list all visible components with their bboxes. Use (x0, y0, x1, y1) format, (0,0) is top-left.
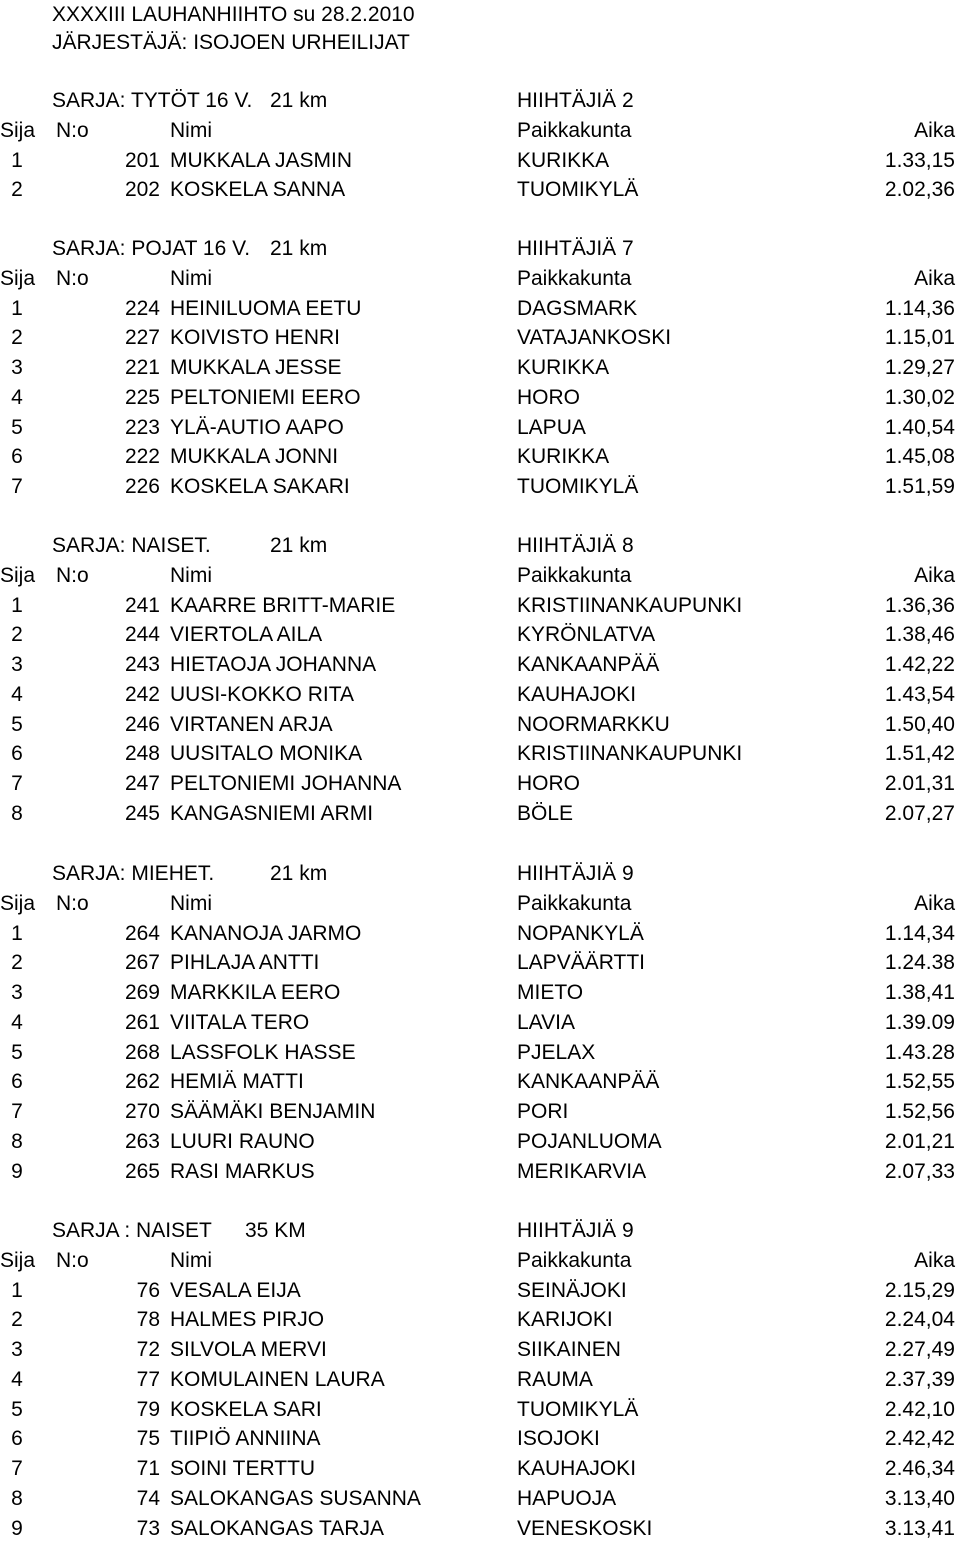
hometown: TUOMIKYLÄ (517, 1397, 639, 1421)
hometown: LAPVÄÄRTTI (517, 951, 645, 975)
result-row (0, 383, 960, 413)
skier-name: KOSKELA SARI (170, 1397, 322, 1421)
skier-name: KAARRE BRITT-MARIE (170, 593, 396, 617)
finish-time: 1.51,42 (884, 742, 955, 766)
placing: 7 (11, 1457, 23, 1480)
hometown: SIIKAINEN (517, 1338, 621, 1361)
hometown: KANKAANPÄÄ (517, 1070, 660, 1094)
finish-time: 2.37,39 (884, 1367, 955, 1391)
finish-time: 1.38,41 (884, 981, 955, 1004)
finish-time: 1.51,59 (884, 475, 955, 498)
col-header-sija: Sija (0, 118, 36, 142)
finish-time: 1.43,54 (884, 682, 955, 706)
finish-time: 2.02,36 (884, 178, 955, 202)
bib-number: 222 (124, 445, 160, 469)
col-header-paikkakunta: Paikkakunta (517, 891, 632, 915)
bib-number: 77 (136, 1367, 160, 1391)
col-header-paikkakunta: Paikkakunta (517, 563, 632, 587)
skier-name: MARKKILA EERO (170, 981, 341, 1004)
skier-count: HIIHTÄJIÄ 2 (517, 89, 634, 112)
finish-time: 3.13,40 (884, 1486, 955, 1510)
col-header-sija: Sija (0, 891, 36, 915)
col-header-nimi: Nimi (170, 891, 212, 915)
result-row (0, 413, 960, 443)
skier-name: VIRTANEN ARJA (170, 712, 333, 736)
finish-time: 1.36,36 (884, 593, 955, 617)
result-row (0, 1127, 960, 1157)
col-header-sija: Sija (0, 266, 36, 290)
placing: 8 (11, 1486, 23, 1510)
result-row (0, 1008, 960, 1038)
finish-time: 2.42,42 (884, 1427, 955, 1451)
result-row (0, 1038, 960, 1068)
finish-time: 2.07,33 (884, 1159, 955, 1183)
finish-time: 2.01,21 (884, 1129, 955, 1153)
bib-number: 243 (124, 653, 160, 676)
bib-number: 241 (124, 593, 160, 617)
series-name: SARJA: POJAT 16 V. (52, 237, 251, 260)
finish-time: 1.45,08 (884, 445, 955, 469)
result-row (0, 175, 960, 205)
hometown: LAVIA (517, 1010, 575, 1034)
finish-time: 1.15,01 (884, 326, 955, 350)
skier-name: MUKKALA JESSE (170, 356, 342, 379)
placing: 7 (11, 475, 23, 498)
col-header-no: N:o (56, 891, 89, 915)
col-header-no: N:o (56, 563, 89, 587)
bib-number: 226 (124, 475, 160, 498)
result-row (0, 1484, 960, 1514)
hometown: HORO (517, 772, 580, 795)
col-header-no: N:o (56, 118, 89, 142)
hometown: KRISTIINANKAUPUNKI (517, 593, 743, 617)
skier-count: HIIHTÄJIÄ 7 (517, 237, 634, 260)
skier-name: UUSI-KOKKO RITA (170, 682, 354, 706)
finish-time: 1.52,55 (884, 1070, 955, 1094)
series-name: SARJA: TYTÖT 16 V. (52, 89, 253, 112)
hometown: POJANLUOMA (517, 1129, 662, 1153)
col-header-aika: Aika (914, 266, 955, 290)
bib-number: 245 (124, 801, 160, 825)
series-distance: 21 km (270, 862, 328, 885)
finish-time: 3.13,41 (884, 1516, 955, 1540)
skier-name: SÄÄMÄKI BENJAMIN (170, 1100, 376, 1123)
finish-time: 2.15,29 (884, 1278, 955, 1302)
result-row (0, 1157, 960, 1187)
result-row (0, 442, 960, 472)
skier-name: PELTONIEMI EERO (170, 385, 361, 409)
placing: 6 (11, 445, 23, 469)
hometown: KANKAANPÄÄ (517, 653, 660, 676)
placing: 6 (11, 742, 23, 766)
bib-number: 244 (124, 623, 160, 647)
bib-number: 268 (124, 1040, 160, 1064)
placing: 5 (11, 1040, 23, 1064)
skier-name: HEINILUOMA EETU (170, 296, 362, 320)
section-header (0, 1216, 960, 1246)
skier-name: VIERTOLA AILA (170, 623, 323, 647)
event-title: XXXXIII LAUHANHIIHTO su 28.2.2010 (52, 3, 415, 26)
bib-number: 72 (136, 1338, 160, 1361)
placing: 7 (11, 772, 23, 795)
placing: 4 (11, 682, 23, 706)
bib-number: 221 (124, 356, 160, 379)
skier-name: SILVOLA MERVI (170, 1338, 327, 1361)
skier-name: HALMES PIRJO (170, 1308, 325, 1332)
result-row (0, 620, 960, 650)
skier-count: HIIHTÄJIÄ 8 (517, 534, 634, 557)
hometown: PJELAX (517, 1040, 596, 1064)
skier-name: KOMULAINEN LAURA (170, 1367, 385, 1391)
finish-time: 2.24,04 (884, 1308, 955, 1332)
hometown: MIETO (517, 981, 584, 1004)
result-row (0, 769, 960, 799)
hometown: BÖLE (517, 801, 574, 825)
skier-name: SALOKANGAS SUSANNA (170, 1486, 421, 1510)
placing: 4 (11, 385, 23, 409)
bib-number: 202 (124, 178, 160, 202)
bib-number: 73 (136, 1516, 160, 1540)
finish-time: 1.40,54 (884, 415, 955, 439)
bib-number: 242 (124, 682, 160, 706)
hometown: KURIKKA (517, 148, 610, 172)
hometown: LAPUA (517, 415, 586, 439)
result-row (0, 294, 960, 324)
bib-number: 246 (124, 712, 160, 736)
result-row (0, 680, 960, 710)
placing: 5 (11, 415, 23, 439)
skier-name: LASSFOLK HASSE (170, 1040, 356, 1064)
skier-name: KANGASNIEMI ARMI (170, 801, 374, 825)
skier-name: YLÄ-AUTIO AAPO (170, 415, 344, 439)
series-distance: 21 km (270, 534, 328, 557)
col-header-nimi: Nimi (170, 563, 212, 587)
section-header (0, 531, 960, 561)
result-row (0, 919, 960, 949)
placing: 1 (11, 148, 23, 172)
placing: 3 (11, 1338, 23, 1361)
placing: 1 (11, 296, 23, 320)
skier-name: VIITALA TERO (170, 1010, 310, 1034)
finish-time: 1.38,46 (884, 623, 955, 647)
hometown: HORO (517, 385, 580, 409)
col-header-sija: Sija (0, 1248, 36, 1272)
skier-name: KANANOJA JARMO (170, 921, 362, 945)
hometown: TUOMIKYLÄ (517, 178, 639, 202)
placing: 2 (11, 1308, 23, 1332)
hometown: MERIKARVIA (517, 1159, 647, 1183)
bib-number: 261 (124, 1010, 160, 1034)
placing: 2 (11, 326, 23, 350)
bib-number: 71 (136, 1457, 160, 1480)
placing: 5 (11, 712, 23, 736)
skier-name: PELTONIEMI JOHANNA (170, 772, 402, 795)
result-row (0, 1424, 960, 1454)
bib-number: 262 (124, 1070, 160, 1094)
finish-time: 1.39.09 (884, 1010, 955, 1034)
result-row (0, 472, 960, 502)
col-header-paikkakunta: Paikkakunta (517, 118, 632, 142)
bib-number: 270 (124, 1100, 160, 1123)
placing: 7 (11, 1100, 23, 1123)
skier-name: PIHLAJA ANTTI (170, 951, 320, 975)
skier-name: SOINI TERTTU (170, 1457, 316, 1480)
hometown: KARIJOKI (517, 1308, 613, 1332)
finish-time: 2.01,31 (884, 772, 955, 795)
bib-number: 225 (124, 385, 160, 409)
bib-number: 267 (124, 951, 160, 975)
finish-time: 1.42,22 (884, 653, 955, 676)
series-name: SARJA : NAISET (52, 1219, 212, 1242)
bib-number: 265 (124, 1159, 160, 1183)
hometown: VATAJANKOSKI (517, 326, 672, 350)
bib-number: 269 (124, 981, 160, 1004)
col-header-nimi: Nimi (170, 118, 212, 142)
hometown: DAGSMARK (517, 296, 638, 320)
skier-name: TIIPIÖ ANNIINA (170, 1427, 321, 1451)
placing: 4 (11, 1010, 23, 1034)
result-row (0, 591, 960, 621)
finish-time: 1.52,56 (884, 1100, 955, 1123)
bib-number: 79 (136, 1397, 160, 1421)
finish-time: 2.07,27 (884, 801, 955, 825)
result-row (0, 1395, 960, 1425)
result-row (0, 146, 960, 176)
hometown: NOORMARKKU (517, 712, 670, 736)
result-row (0, 978, 960, 1008)
section-header (0, 86, 960, 116)
result-row (0, 1097, 960, 1127)
bib-number: 223 (124, 415, 160, 439)
finish-time: 2.46,34 (884, 1457, 955, 1480)
finish-time: 2.42,10 (884, 1397, 955, 1421)
series-distance: 21 km (270, 89, 328, 112)
series-distance: 35 KM (245, 1219, 306, 1242)
placing: 8 (11, 801, 23, 825)
hometown: KAUHAJOKI (517, 1457, 637, 1480)
col-header-nimi: Nimi (170, 1248, 212, 1272)
result-row (0, 323, 960, 353)
result-row (0, 1365, 960, 1395)
finish-time: 1.43.28 (884, 1040, 955, 1064)
series-distance: 21 km (270, 237, 328, 260)
col-header-paikkakunta: Paikkakunta (517, 266, 632, 290)
placing: 8 (11, 1129, 23, 1153)
finish-time: 1.14,34 (884, 921, 955, 945)
result-row (0, 1276, 960, 1306)
placing: 1 (11, 1278, 23, 1302)
col-header-no: N:o (56, 266, 89, 290)
series-name: SARJA: MIEHET. (52, 862, 215, 885)
bib-number: 201 (124, 148, 160, 172)
finish-time: 1.50,40 (884, 712, 955, 736)
skier-name: MUKKALA JONNI (170, 445, 339, 469)
result-row (0, 1335, 960, 1365)
bib-number: 247 (124, 772, 160, 795)
column-headers (0, 116, 960, 146)
hometown: KURIKKA (517, 356, 610, 379)
skier-name: LUURI RAUNO (170, 1129, 315, 1153)
placing: 5 (11, 1397, 23, 1421)
column-headers (0, 889, 960, 919)
bib-number: 248 (124, 742, 160, 766)
bib-number: 263 (124, 1129, 160, 1153)
col-header-aika: Aika (914, 1248, 955, 1272)
hometown: PORI (517, 1100, 569, 1123)
placing: 6 (11, 1070, 23, 1094)
column-headers (0, 264, 960, 294)
section-header (0, 234, 960, 264)
series-name: SARJA: NAISET. (52, 534, 211, 557)
result-row (0, 948, 960, 978)
placing: 1 (11, 921, 23, 945)
skier-name: HEMIÄ MATTI (170, 1070, 304, 1094)
bib-number: 75 (136, 1427, 160, 1451)
result-row (0, 1514, 960, 1544)
result-row (0, 1067, 960, 1097)
skier-name: KOSKELA SANNA (170, 178, 346, 202)
finish-time: 1.30,02 (884, 385, 955, 409)
finish-time: 2.27,49 (884, 1338, 955, 1361)
bib-number: 264 (124, 921, 160, 945)
organizer-line: JÄRJESTÄJÄ: ISOJOEN URHEILIJAT (52, 31, 410, 54)
placing: 2 (11, 951, 23, 975)
result-row (0, 650, 960, 680)
placing: 9 (11, 1159, 23, 1183)
hometown: ISOJOKI (517, 1427, 600, 1451)
hometown: KAUHAJOKI (517, 682, 637, 706)
skier-count: HIIHTÄJIÄ 9 (517, 1219, 634, 1242)
hometown: KYRÖNLATVA (517, 623, 656, 647)
result-row (0, 710, 960, 740)
result-row (0, 739, 960, 769)
finish-time: 1.33,15 (884, 148, 955, 172)
bib-number: 224 (124, 296, 160, 320)
skier-name: VESALA EIJA (170, 1278, 301, 1302)
placing: 1 (11, 593, 23, 617)
col-header-sija: Sija (0, 563, 36, 587)
placing: 3 (11, 653, 23, 676)
skier-name: KOIVISTO HENRI (170, 326, 340, 350)
hometown: NOPANKYLÄ (517, 921, 644, 945)
col-header-aika: Aika (914, 118, 955, 142)
finish-time: 1.14,36 (884, 296, 955, 320)
result-row (0, 1305, 960, 1335)
col-header-paikkakunta: Paikkakunta (517, 1248, 632, 1272)
placing: 2 (11, 623, 23, 647)
skier-name: UUSITALO MONIKA (170, 742, 363, 766)
skier-name: RASI MARKUS (170, 1159, 315, 1183)
placing: 9 (11, 1516, 23, 1540)
result-row (0, 1454, 960, 1484)
placing: 2 (11, 178, 23, 202)
col-header-nimi: Nimi (170, 266, 212, 290)
column-headers (0, 1246, 960, 1276)
skier-name: HIETAOJA JOHANNA (170, 653, 377, 676)
hometown: KURIKKA (517, 445, 610, 469)
placing: 4 (11, 1367, 23, 1391)
column-headers (0, 561, 960, 591)
section-header (0, 859, 960, 889)
hometown: KRISTIINANKAUPUNKI (517, 742, 743, 766)
col-header-no: N:o (56, 1248, 89, 1272)
hometown: TUOMIKYLÄ (517, 475, 639, 498)
finish-time: 1.24.38 (884, 951, 955, 975)
result-row (0, 353, 960, 383)
placing: 3 (11, 356, 23, 379)
skier-name: KOSKELA SAKARI (170, 475, 350, 498)
finish-time: 1.29,27 (884, 356, 955, 379)
col-header-aika: Aika (914, 891, 955, 915)
bib-number: 227 (124, 326, 160, 350)
col-header-aika: Aika (914, 563, 955, 587)
bib-number: 76 (136, 1278, 160, 1302)
hometown: RAUMA (517, 1367, 593, 1391)
result-row (0, 799, 960, 829)
bib-number: 74 (136, 1486, 160, 1510)
hometown: HAPUOJA (517, 1486, 617, 1510)
hometown: SEINÄJOKI (517, 1278, 627, 1302)
hometown: VENESKOSKI (517, 1516, 653, 1540)
skier-name: SALOKANGAS TARJA (170, 1516, 384, 1540)
bib-number: 78 (136, 1308, 160, 1332)
placing: 6 (11, 1427, 23, 1451)
skier-count: HIIHTÄJIÄ 9 (517, 862, 634, 885)
skier-name: MUKKALA JASMIN (170, 148, 353, 172)
placing: 3 (11, 981, 23, 1004)
